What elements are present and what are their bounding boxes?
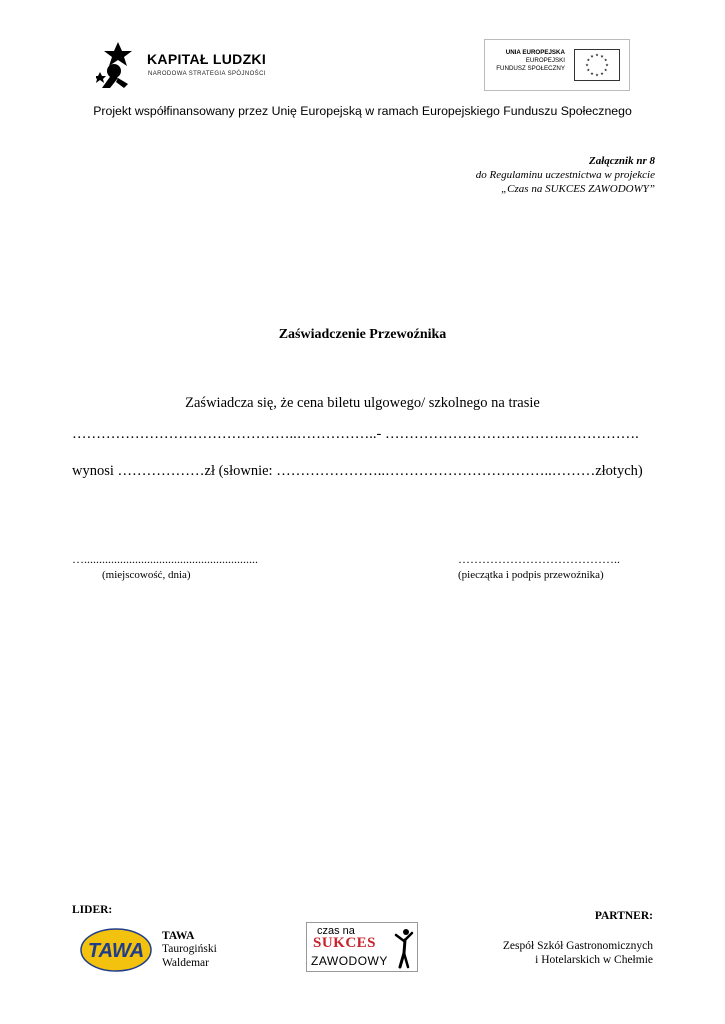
leader-label: LIDER: [72,904,113,916]
eu-star-icon [590,72,593,75]
leader-line3: Waldemar [162,957,209,969]
partner-line1: Zespół Szkół Gastronomicznych [502,940,653,952]
eu-flag-icon [574,49,620,81]
annex-line2: do Regulaminu uczestnictwa w projekcie [475,169,655,181]
leader-name: TAWA [162,930,195,942]
kapital-ludzki-subtitle: NARODOWA STRATEGIA SPÓJNOŚCI [148,71,266,77]
tawa-emblem-icon [80,927,152,973]
annex-number: Załącznik nr 8 [588,155,655,167]
eu-star-icon [587,68,590,71]
project-cofinancing-line: Projekt współfinansowany przez Unię Europejską w ramach Europejskiego Funduszu Społecznego [93,104,632,118]
eu-logo-line3: FUNDUSZ SPOŁECZNY [496,65,565,72]
eu-star-icon [590,55,593,58]
route-fill-line: ………………………………………..……………..- ……………………………….……………. [72,426,639,442]
eu-logo [484,39,630,91]
eu-star-icon [604,68,607,71]
czas-logo-line1: czas na [317,925,355,937]
jumping-figure-icon [394,927,414,969]
eu-logo-line2: EUROPEJSKI [525,57,565,64]
tawa-logo-text: TAWA [87,940,145,962]
leader-line2: Taurogiński [162,943,217,955]
place-date-dots: ….......................................................... [72,552,258,566]
eu-logo-text [496,49,565,73]
place-date-label: (miejscowość, dnia) [102,569,191,581]
document-title: Zaświadczenie Przewoźnika [278,327,447,342]
partner-label: PARTNER: [594,910,653,922]
eu-star-icon [595,73,598,76]
kapital-ludzki-title: KAPITAŁ LUDZKI [147,51,267,67]
carrier-signature-dots: ………………………………….. [458,552,620,566]
eu-logo-line1: UNIA EUROPEJSKA [505,49,565,56]
eu-star-icon [600,55,603,58]
eu-star-icon [604,58,607,61]
tawa-logo [80,927,152,973]
kapital-ludzki-emblem-icon [96,38,136,90]
czas-logo-line2: SUKCES [313,935,377,951]
eu-star-icon [587,58,590,61]
eu-star-icon [605,63,608,66]
annex-block [476,154,655,196]
eu-star-icon [600,72,603,75]
eu-star-icon [585,63,588,66]
annex-line3: „Czas na SUKCES ZAWODOWY” [501,183,655,195]
carrier-signature-label: (pieczątka i podpis przewoźnika) [458,569,604,581]
czas-na-sukces-logo [306,922,418,972]
amount-fill-line: wynosi ………………zł (słownie: …………………..……………………………..………złotych) [72,463,643,479]
czas-logo-line3: ZAWODOWY [311,954,388,968]
statement-text: Zaświadcza się, że cena biletu ulgowego/ szkolnego na trasie [185,395,540,411]
eu-star-icon [595,53,598,56]
partner-line2: i Hotelarskich w Chełmie [535,954,653,966]
